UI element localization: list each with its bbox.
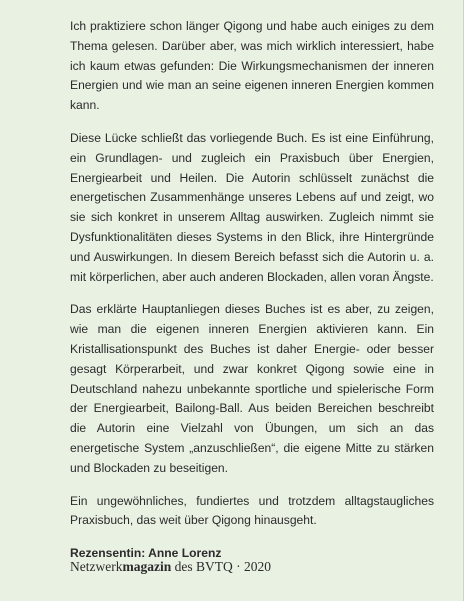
paragraph-4: Ein ungewöhnliches, fundiertes und trotzdem alltagstaugliches Praxisbuch, das weit über Qigong hinausgeht. [70,493,434,528]
footer-prefix: Netzwerk [70,559,123,574]
review-text [70,17,434,564]
footer-magazine-word: magazin [122,559,172,574]
paragraph-3: Das erklärte Hauptanliegen dieses Buches ist es aber, zu zeigen, wie man die eigenen inneren Energien aktivieren kann. Ein Kristallisationspunkt des Buches ist daher Energie- oder besser gesagt Körperarbeit, und zwar konkret Qigong sowie eine in Deutschland nahezu unbekannte sportliche und spielerische Form der Energiearbeit, Bailong-Ball. Aus beiden Bereichen beschreibt die Autorin eine Vielzahl von Übungen, um sich an das energetische System „anzuschließen“, die eigene Mitte zu stärken und Blockaden zu beseitigen. [70,302,434,475]
page-footer [70,559,271,575]
paragraph-1: Ich praktiziere schon länger Qigong und habe auch einiges zu dem Thema gelesen. Darüber aber, was mich wirklich interessiert, habe ich kaum etwas gefunden: Die Wirkungsmechanismen der inneren Energien und wie man an seine eigenen inneren Energien kommen kann. [70,19,434,113]
footer-suffix: des BVTQ · 2020 [171,559,271,574]
paragraph-2: Diese Lücke schließt das vorliegende Buch. Es ist eine Einführung, ein Grundlagen- und zugleich ein Praxisbuch über Energien, Energiearbeit und Heilen. Die Autorin schlüsselt zunächst die energetischen Zusammenhänge unseres Lebens auf und zeigt, wo sie sich konkret in unserem Alltag auswirken. Zugleich nimmt sie Dysfunktionalitäten dieses Systems in den Blick, ihre Hintergründe und Auswirkungen. In diesem Bereich befasst sich die Autorin u. a. mit körperlichen, aber auch anderen Blockaden, allen voran Ängste. [70,130,434,284]
reviewer-credit: Rezensentin: Anne Lorenz [70,546,222,561]
